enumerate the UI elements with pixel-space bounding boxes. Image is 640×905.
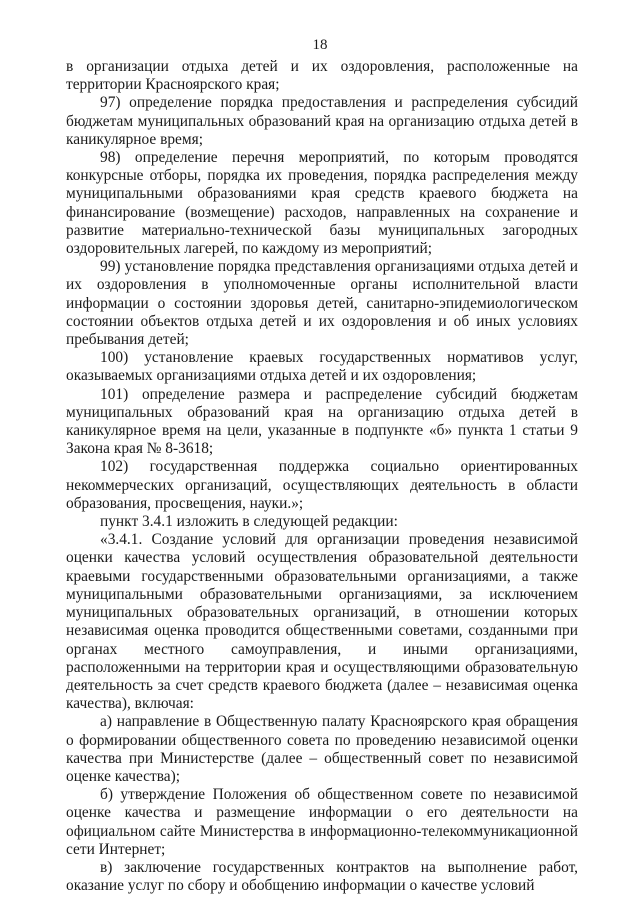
- paragraph-item-101: 101) определение размера и распределение субсидий бюджетам муниципальных образований края на организацию отдыха детей в каникулярное время на цели, указанные в подпункте «б» пункта 1 статьи 9 Закона края № 8-3618;: [66, 385, 578, 458]
- paragraph-subitem-b: б) утверждение Положения об общественном совете по независимой оценке качества и размещение информации о его деятельности на официальном сайте Министерства в информационно-телекоммуникационной сети Интернет;: [66, 786, 578, 858]
- paragraph-item-98: 98) определение перечня мероприятий, по которым проводятся конкурсные отборы, порядка их проведения, порядка распределения между муниципальными образованиями края средств краевого бюджета на финансирование (возмещение) расходов, направленных на сохранение и развитие материально-технической базы муниципальных загородных оздоровительных лагерей, по каждому из мероприятий;: [66, 149, 578, 258]
- page-number: 18: [312, 37, 328, 53]
- paragraph-continuation: в организации отдыха детей и их оздоровления, расположенные на территории Красноярского края;: [66, 58, 578, 94]
- paragraph-instruction: пункт 3.4.1 изложить в следующей редакции:: [100, 513, 398, 531]
- paragraph-subitem-v: в) заключение государственных контрактов на выполнение работ, оказание услуг по сбору и обобщению информации о качестве условий: [66, 858, 578, 895]
- paragraph-subitem-a: а) направление в Общественную палату Красноярского края обращения о формировании общественного совета по проведению независимой оценки качества при Министерстве (далее – общественный совет по независимой оценке качества);: [66, 713, 578, 785]
- paragraph-item-100: 100) установление краевых государственных нормативов услуг, оказываемых организациями отдыха детей и их оздоровления;: [66, 349, 578, 385]
- paragraph-clause-3-4-1: «3.4.1. Создание условий для организации проведения независимой оценки качества условий осуществления образовательной деятельности краевыми государственными образовательными организациями, а также муниципальными образовательными организациями, за исключением муниципальных образовательных организаций, в отношении которых независимая оценка проводится общественными советами, созданными при органах местного самоуправления, и иными организациями, расположенными на территории края и осуществляющими образовательную деятельность за счет средств краевого бюджета (далее – независимая оценка качества), включая:: [66, 531, 578, 713]
- paragraph-item-99: 99) установление порядка представления организациями отдыха детей и их оздоровления в уполномоченные органы исполнительной власти информации о состоянии здоровья детей, санитарно-эпидемиологическом состоянии объектов отдыха детей и их оздоровления и об иных условиях пребывания детей;: [66, 258, 578, 349]
- paragraph-item-97: 97) определение порядка предоставления и распределения субсидий бюджетам муниципальных образований края на организацию отдыха детей в каникулярное время;: [66, 94, 578, 148]
- paragraph-item-102: 102) государственная поддержка социально ориентированных некоммерческих организаций, осуществляющих деятельность в области образования, просвещения, науки.»;: [66, 458, 578, 512]
- document-body: [66, 58, 578, 895]
